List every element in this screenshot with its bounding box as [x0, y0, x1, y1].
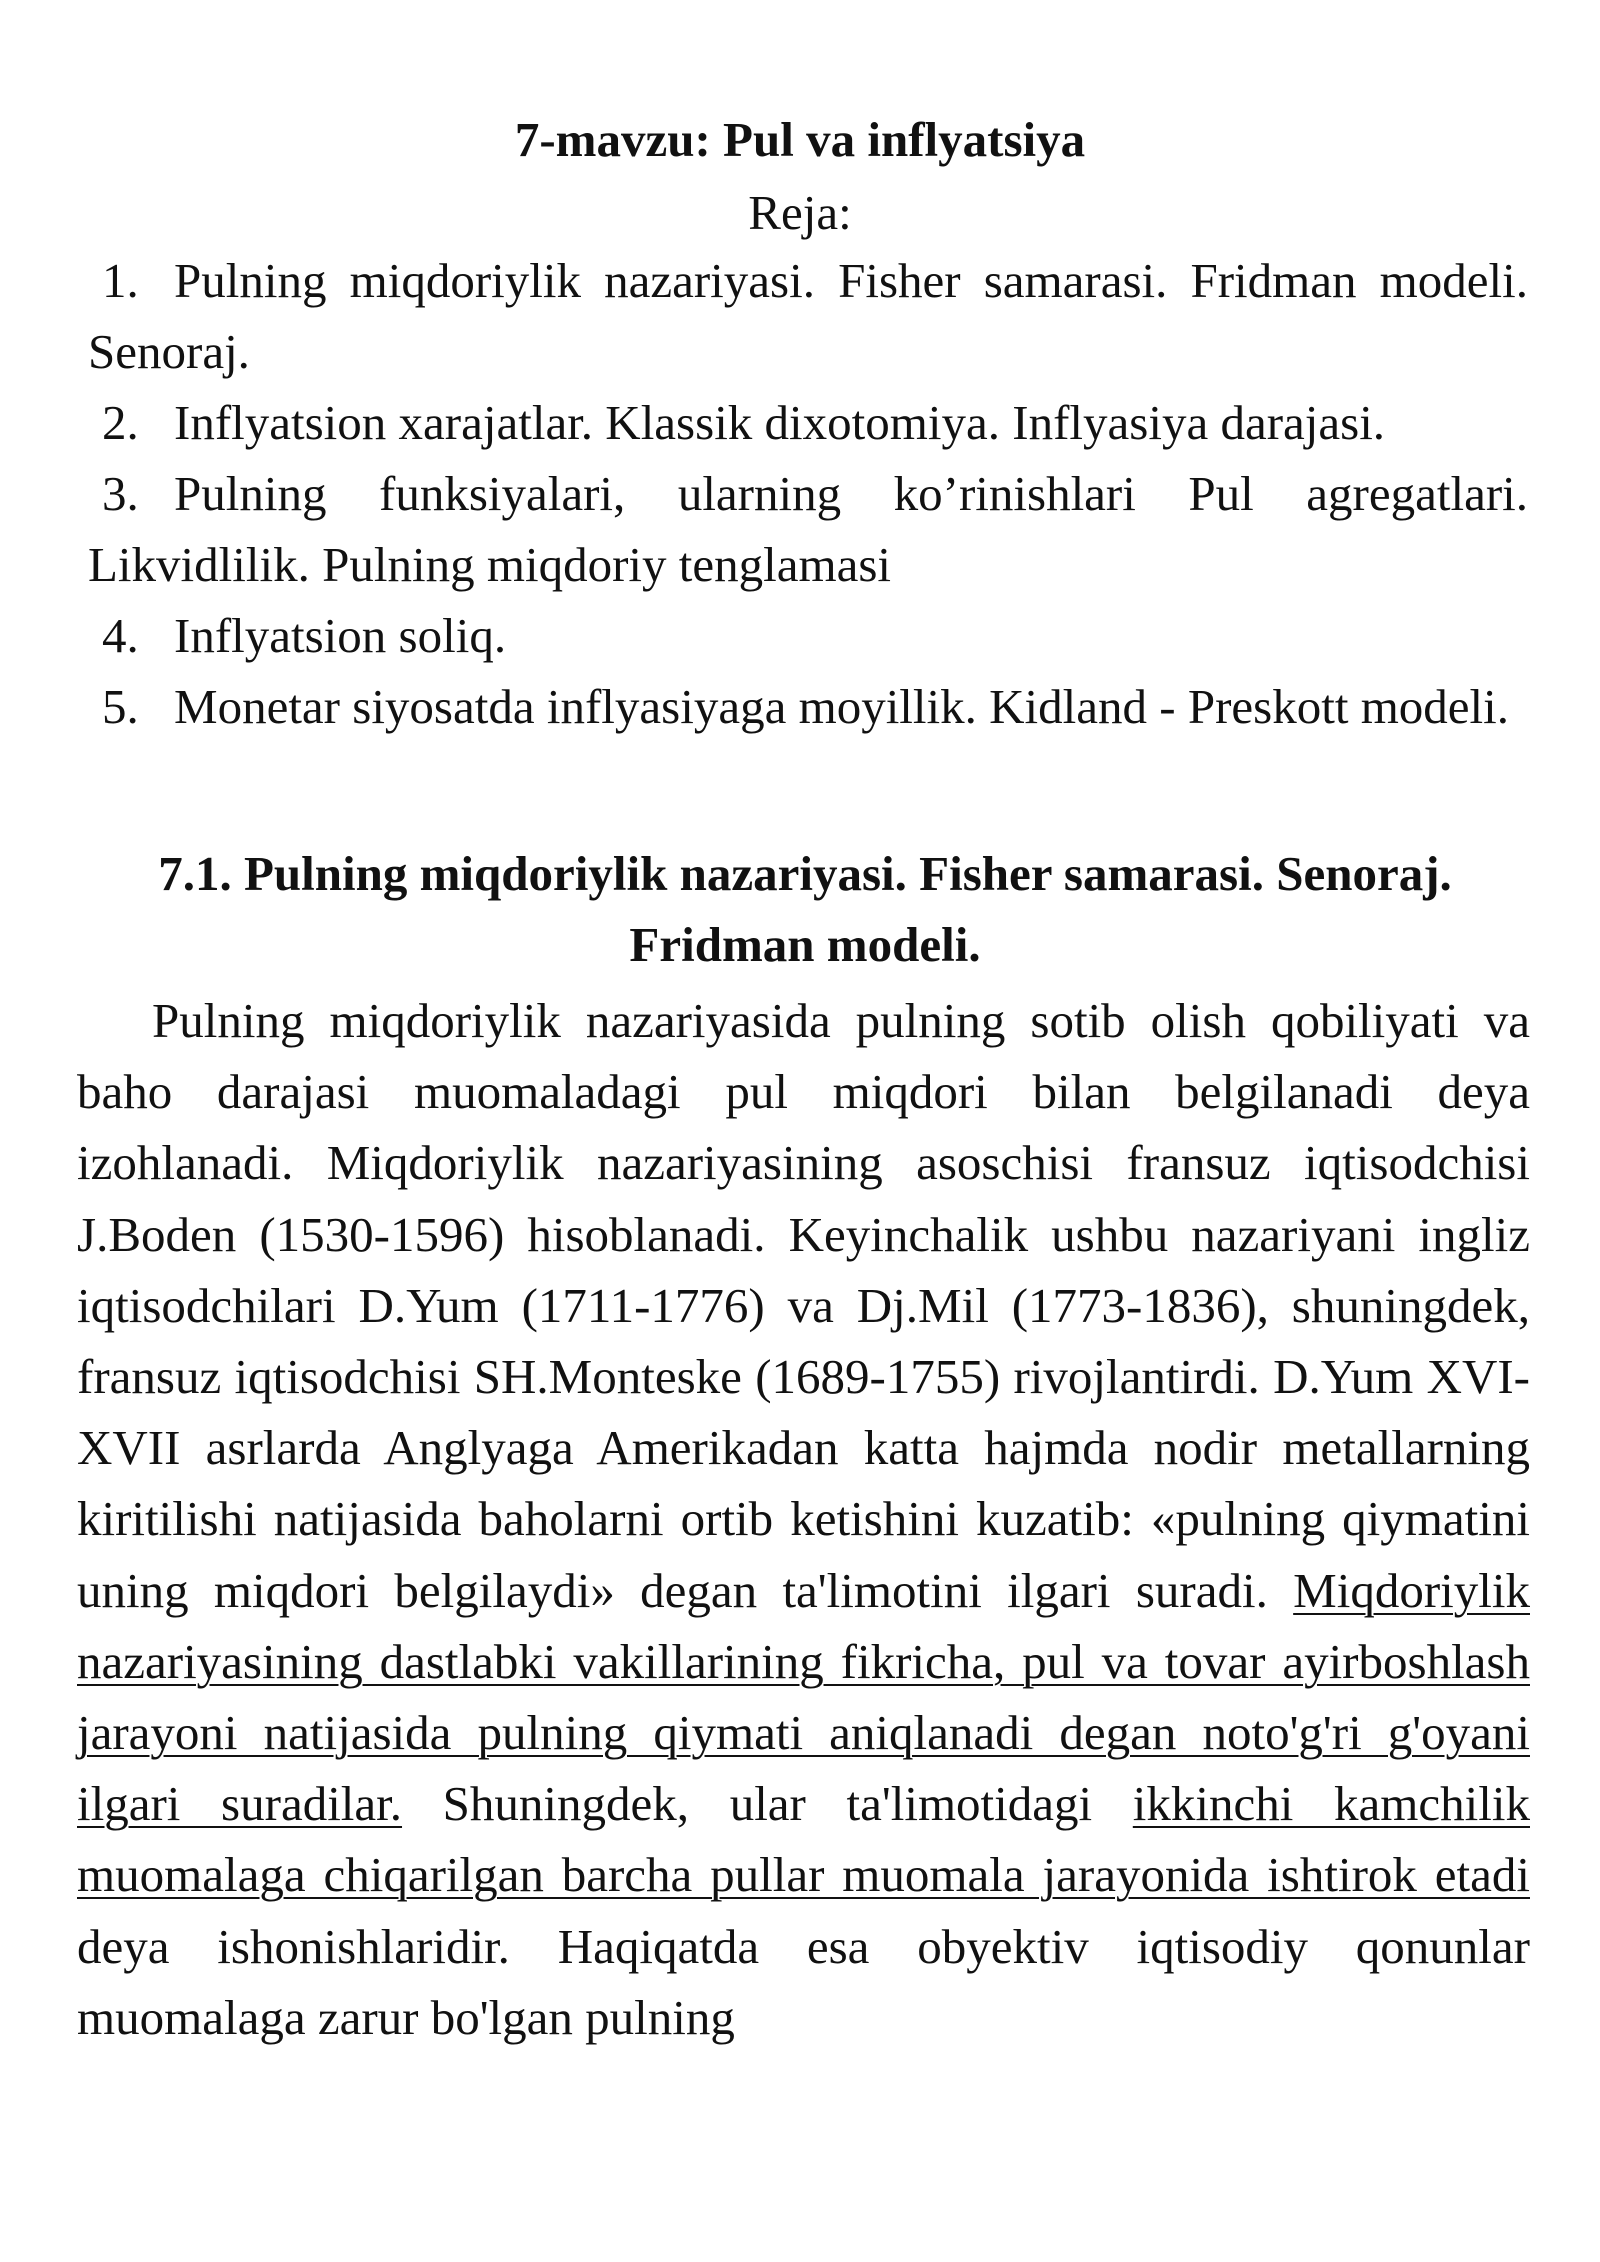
- body-paragraph: [77, 985, 1530, 2053]
- plan-item-text: Inflyatsion xarajatlar. Klassik dixotomiya. Inflyasiya darajasi.: [174, 395, 1386, 450]
- plan-item-number: 2.: [102, 395, 139, 450]
- plan-item-number: 5.: [102, 679, 139, 734]
- paragraph-text: deya ishonishlaridir. Haqiqatda esa obyektiv iqtisodiy qonunlar muomalaga zarur bo'lgan pulning: [77, 1918, 1530, 2045]
- plan-item-text: Monetar siyosatda inflyasiyaga moyillik. Kidland - Preskott modeli.: [174, 679, 1510, 734]
- plan-item: [88, 387, 1528, 458]
- plan-item: [88, 458, 1528, 600]
- section-title: 7.1. Pulning miqdoriylik nazariyasi. Fisher samarasi. Senoraj. Fridman modeli.: [158, 846, 1452, 972]
- plan-item: [88, 671, 1528, 742]
- underlined-text: Miqdoriylik nazariyasining dastlabki vakillarining fikricha, pul va tovar ayirboshlash jarayoni natijasida pulning qiymati aniqlanadi degan noto'g'ri g'oyani ilgari suradilar.: [77, 1562, 1530, 1832]
- page-title: 7-mavzu: Pul va inflyatsiya: [514, 112, 1086, 167]
- plan-item: [88, 600, 1528, 671]
- paragraph-text: Pulning miqdoriylik nazariyasida pulning sotib olish qobiliyati va baho darajasi muomaladagi pul miqdori bilan belgilanadi deya izohlanadi. Miqdoriylik nazariyasining asoschisi fransuz iqtisodchisi J.Boden (1530-1596) hisoblanadi. Keyinchalik ushbu nazariyani ingliz iqtisodchilari D.Yum (1711-1776) va Dj.Mil (1773-1836), shuningdek, fransuz iqtisodchisi SH.Monteske (1689-1755) rivojlantirdi. D.Yum XVI-XVII asrlarda Anglyaga Amerikadan katta hajmda nodir metallarning kiritilishi natijasida baholarni ortib ketishini kuzatib: «pulning qiymatini uning miqdori belgilaydi» degan ta'limotini ilgari suradi.: [77, 993, 1530, 1618]
- paragraph-text: Shuningdek, ular ta'limotidagi: [402, 1776, 1133, 1832]
- plan-item-number: 3.: [102, 466, 139, 521]
- underlined-text: ikkinchi kamchilik muomalaga chiqarilgan barcha pullar muomala jarayonida ishtirok etadi: [77, 1776, 1530, 1903]
- plan-item-text: Pulning funksiyalari, ularning ko’rinishlari Pul agregatlari. Likvidlilik. Pulning miqdoriy tenglamasi: [88, 466, 1528, 592]
- plan-item-number: 1.: [102, 253, 139, 308]
- plan-list: [88, 245, 1528, 742]
- plan-heading: Reja:: [748, 185, 852, 240]
- plan-item-number: 4.: [102, 608, 139, 663]
- plan-item-text: Pulning miqdoriylik nazariyasi. Fisher samarasi. Fridman modeli. Senoraj.: [88, 253, 1528, 379]
- plan-item-text: Inflyatsion soliq.: [174, 608, 507, 663]
- plan-item: [88, 245, 1528, 387]
